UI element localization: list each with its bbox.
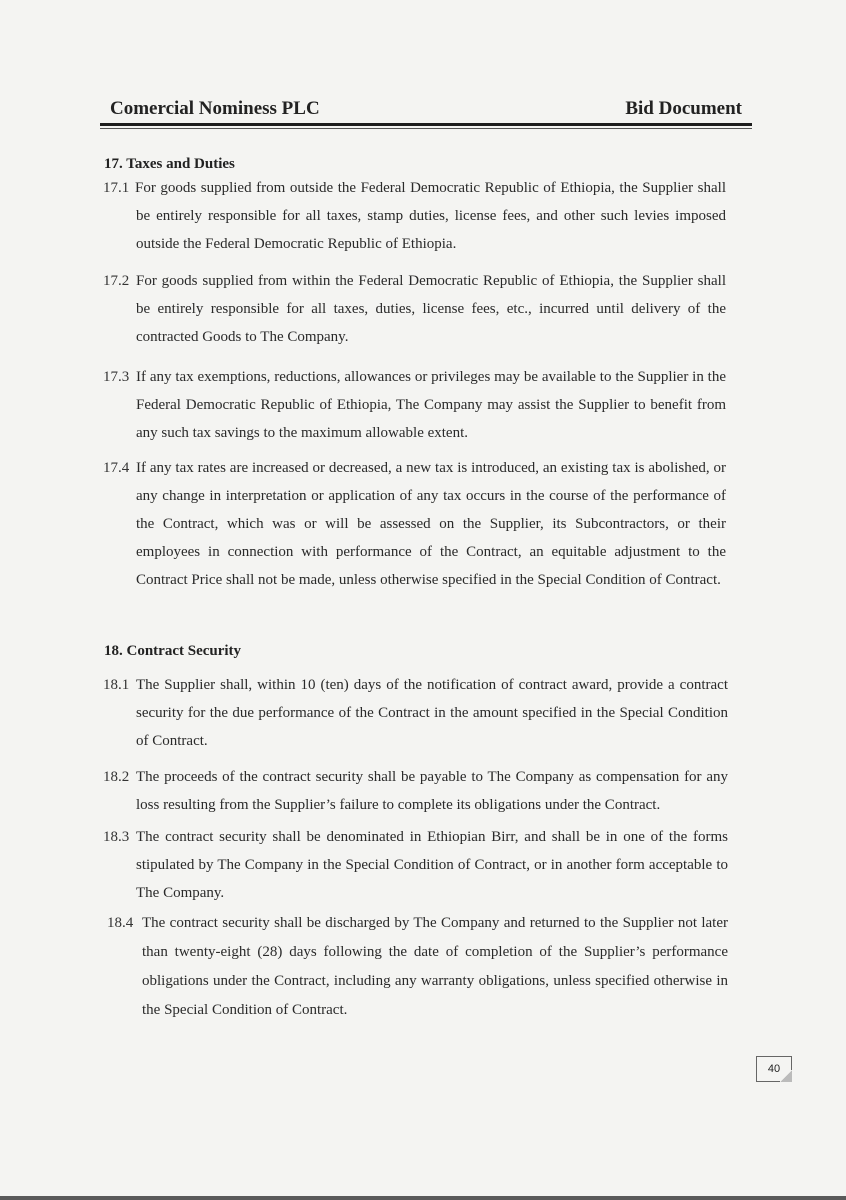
page-curl-icon — [780, 1070, 792, 1082]
clause-text-18-4: The contract security shall be discharged by The Company and returned to the Supplier not later than twenty-eight (28) days following the date of completion of the Supplier’s performance obligations under the Contract, including any warranty obligations, unless specified otherwise in the Special Condition of Contract. — [142, 915, 728, 1018]
header-rule-thin — [100, 128, 752, 129]
clause-number-18-1: 18.1 — [103, 677, 130, 693]
page-number: 40 — [756, 1056, 792, 1082]
clause-text-18-1: The Supplier shall, within 10 (ten) days of the notification of contract award, provide a contract security for the due performance of the Contract in the amount specified in the Special Condition of Contract. — [136, 677, 728, 749]
page-header — [100, 98, 752, 122]
header-rule — [100, 123, 752, 126]
document-title: Bid Document — [625, 98, 742, 119]
clause-number-17-4: 17.4 — [103, 460, 130, 476]
clause-text-17-3: If any tax exemptions, reductions, allowances or privileges may be available to the Supplier in the Federal Democratic Republic of Ethiopia, The Company may assist the Supplier to benefit from any such tax savings to the maximum allowable extent. — [136, 369, 726, 441]
section-heading-17: 17. Taxes and Duties — [104, 156, 235, 172]
clause-number-17-1: 17.1 — [103, 180, 130, 196]
clause-number-18-2: 18.2 — [103, 769, 130, 785]
clause-text-17-1: For goods supplied from outside the Federal Democratic Republic of Ethiopia, the Supplier shall be entirely responsible for all taxes, stamp duties, license fees, and other such levies imposed outside the Federal Democratic Republic of Ethiopia. — [135, 180, 726, 252]
section-heading-18: 18. Contract Security — [104, 643, 242, 659]
clause-text-17-2: For goods supplied from within the Federal Democratic Republic of Ethiopia, the Supplier shall be entirely responsible for all taxes, duties, license fees, etc., incurred until delivery of the contracted Goods to The Company. — [136, 273, 726, 345]
clause-number-17-2: 17.2 — [103, 273, 130, 289]
clause-text-17-4: If any tax rates are increased or decreased, a new tax is introduced, an existing tax is abolished, or any change in interpretation or application of any tax occurs in the course of the performance of the Contract, which was or will be assessed on the Supplier, its Subcontractors, or their employees in connection with performance of the Contract, an equitable adjustment to the Contract Price shall not be made, unless otherwise specified in the Special Condition of Contract. — [136, 460, 726, 588]
clause-text-18-2: The proceeds of the contract security shall be payable to The Company as compensation for any loss resulting from the Supplier’s failure to complete its obligations under the Contract. — [136, 769, 728, 813]
clause-number-17-3: 17.3 — [103, 369, 130, 385]
clause-number-18-4: 18.4 — [107, 915, 134, 931]
page-bottom-edge — [0, 1196, 846, 1200]
clause-number-18-3: 18.3 — [103, 829, 130, 845]
clause-text-18-3: The contract security shall be denominated in Ethiopian Birr, and shall be in one of the forms stipulated by The Company in the Special Condition of Contract, or in another form acceptable to The Company. — [136, 829, 728, 901]
company-name: Comercial Nominess PLC — [110, 98, 320, 119]
